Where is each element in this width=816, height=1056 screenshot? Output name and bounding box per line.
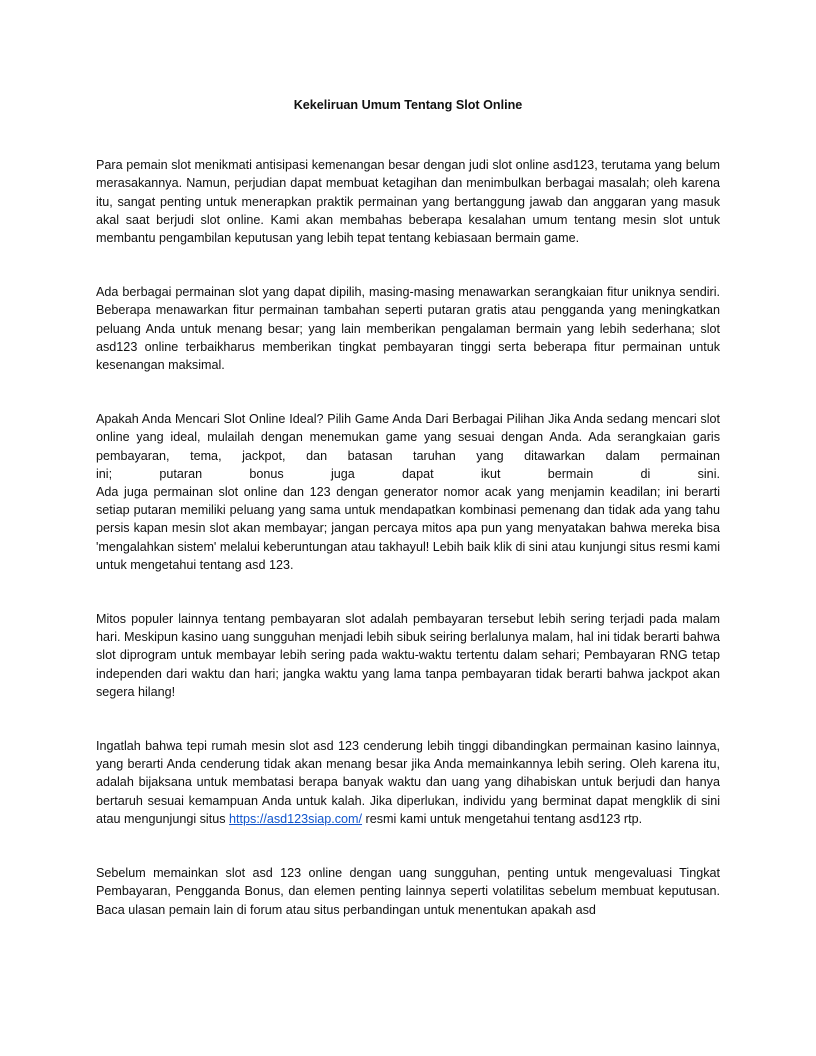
paragraph-3-intro: Apakah Anda Mencari Slot Online Ideal? Pilih Game Anda Dari Berbagai Pilihan Jika Anda sedang mencari slot online yang ideal, mulailah dengan menemukan game yang sesuai dengan Anda. Ada serangkaian garis pembayaran, tema, jackpot, dan batasan taruhan yang ditawarkan dalam permainan <box>96 412 720 463</box>
document-page <box>96 96 720 919</box>
paragraph-5 <box>96 737 720 828</box>
paragraph-1: Para pemain slot menikmati antisipasi kemenangan besar dengan judi slot online asd123, terutama yang belum merasakannya. Namun, perjudian dapat membuat ketagihan dan menimbulkan berbagai masalah; oleh karena itu, sangat penting untuk menerapkan praktik permainan yang bertanggung jawab dan anggaran yang masuk akal saat berjudi slot online. Kami akan membahas beberapa kesalahan umum tentang mesin slot untuk membantu pengambilan keputusan yang lebih tepat tentang kebiasaan bermain game. <box>96 158 720 246</box>
paragraph-5-text-after: resmi kami untuk mengetahui tentang asd123 rtp. <box>362 811 643 826</box>
paragraph-2: Ada berbagai permainan slot yang dapat dipilih, masing-masing menawarkan serangkaian fitur uniknya sendiri. Beberapa menawarkan fitur permainan tambahan seperti putaran gratis atau pengganda yang meningkatkan peluang Anda untuk menang besar; yang lain memberikan pengalaman bermain yang lebih sederhana; slot asd123 online terbaikharus memberikan tingkat pembayaran tinggi serta beberapa fitur permainan untuk kesenangan maksimal. <box>96 285 720 373</box>
paragraph-6: Sebelum memainkan slot asd 123 online dengan uang sungguhan, penting untuk mengevaluasi Tingkat Pembayaran, Pengganda Bonus, dan elemen penting lainnya seperti volatilitas sebelum membuat keputusan. Baca ulasan pemain lain di forum atau situs perbandingan untuk menentukan apakah asd <box>96 866 720 917</box>
site-link[interactable]: https://asd123siap.com/ <box>229 811 363 826</box>
paragraph-3-spread-line: ini; putaran bonus juga dapat ikut bermain di sini. <box>96 466 720 481</box>
paragraph-3-body: Ada juga permainan slot online dan 123 dengan generator nomor acak yang menjamin keadilan; ini berarti setiap putaran memiliki peluang yang sama untuk mendapatkan kombinasi pemenang dan tidak ada yang tahu persis kapan mesin slot akan membayar; jangan percaya mitos apa pun yang menyatakan bahwa mereka bisa 'mengalahkan sistem' melalui keberuntungan atau takhayul! Lebih baik klik di sini atau kunjungi situs resmi kami untuk mengetahui tentang asd 123. <box>96 485 720 572</box>
paragraph-4: Mitos populer lainnya tentang pembayaran slot adalah pembayaran tersebut lebih sering terjadi pada malam hari. Meskipun kasino uang sungguhan menjadi lebih sibuk seiring berlalunya malam, hal ini tidak berarti bahwa slot diprogram untuk membayar lebih sering pada waktu-waktu tertentu dalam sehari; Pembayaran RNG tetap independen dari waktu dan hari; jangka waktu yang lama tanpa pembayaran tidak berarti bahwa jackpot akan segera hilang! <box>96 612 720 699</box>
paragraph-5-text-before: Ingatlah bahwa tepi rumah mesin slot asd 123 cenderung lebih tinggi dibandingkan permainan kasino lainnya, yang berarti Anda cenderung tidak akan menang besar jika Anda memainkannya lebih sering. Oleh karena itu, adalah bijaksana untuk membatasi berapa banyak waktu dan uang yang dihabiskan untuk berjudi dan hanya bertaruh sesuai kemampuan Anda untuk kalah. Jika diperlukan, individu yang berminat dapat mengklik di sini atau mengunjungi situs <box>96 739 720 826</box>
document-title: Kekeliruan Umum Tentang Slot Online <box>293 98 523 112</box>
paragraph-3 <box>96 410 720 574</box>
